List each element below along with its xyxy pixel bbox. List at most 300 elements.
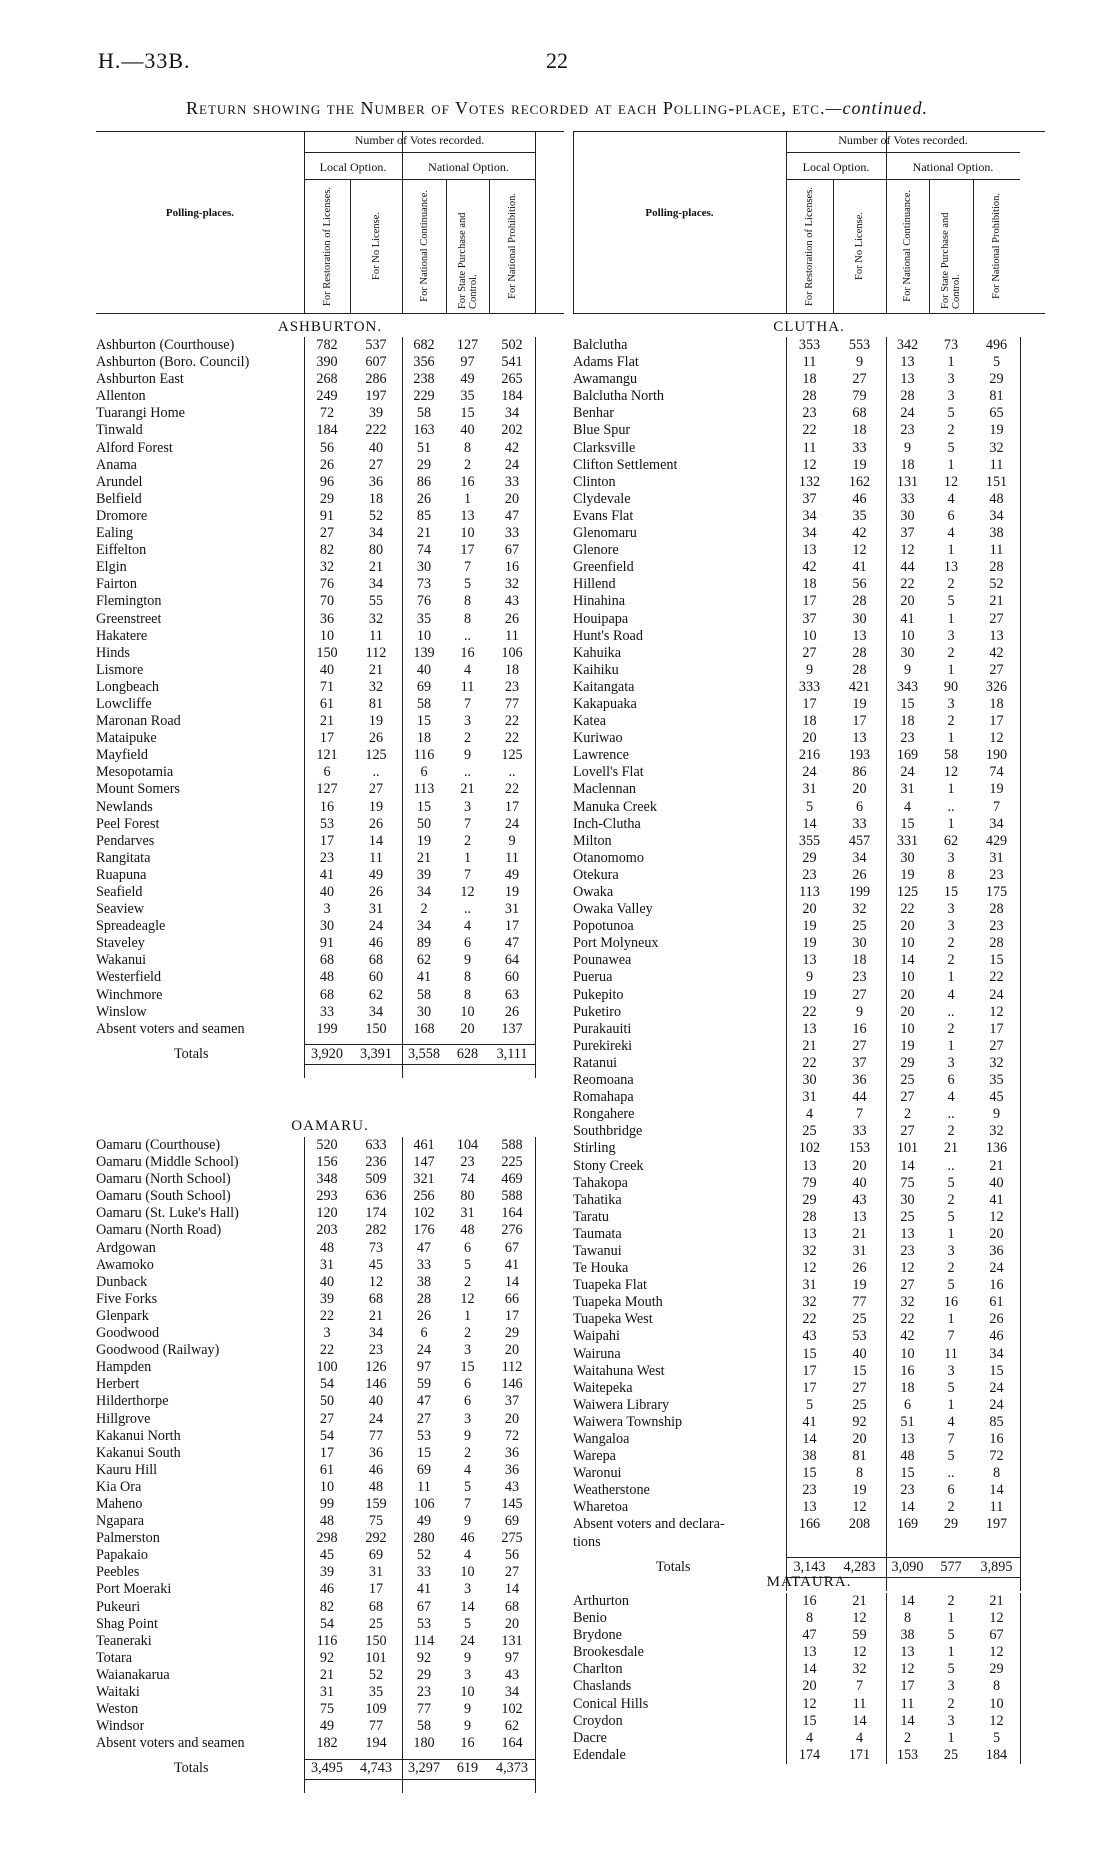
polling-place-name: Stony Creek — [573, 1157, 644, 1174]
vote-count: 62 — [368, 986, 384, 1003]
polling-place-name: Fairton — [96, 576, 137, 593]
vote-count: 28 — [900, 388, 915, 405]
polling-place-name: Hilderthorpe — [96, 1393, 169, 1410]
vote-count: 20 — [852, 781, 867, 798]
vote-count: 53 — [416, 1427, 432, 1444]
vote-count: 12 — [989, 1003, 1004, 1020]
table-row — [96, 1428, 564, 1445]
vote-count: 29 — [416, 1666, 432, 1683]
vote-count: .. — [463, 627, 472, 644]
polling-place-name: Pukepito — [573, 986, 624, 1003]
vote-count: 125 — [501, 747, 523, 764]
vote-count: 168 — [413, 1020, 435, 1037]
vote-count: 7 — [463, 815, 472, 832]
vote-count: 10 — [460, 1003, 475, 1020]
vote-count: 22 — [802, 422, 817, 439]
vote-count: 42 — [852, 525, 867, 542]
vote-count: 40 — [319, 1273, 335, 1290]
vote-count: 56 — [504, 1547, 520, 1564]
vote-count: 18 — [989, 695, 1004, 712]
vote-count: 102 — [413, 1205, 435, 1222]
vote-count: 14 — [900, 1712, 915, 1729]
vote-count: 15 — [460, 1359, 475, 1376]
vote-count: 42 — [802, 559, 817, 576]
polling-place-name: Croydon — [573, 1712, 623, 1729]
vote-count: 21 — [852, 1225, 867, 1242]
polling-place-name: Glenomaru — [573, 525, 637, 542]
vote-count: 19 — [852, 456, 867, 473]
vote-count: 12 — [802, 1260, 817, 1277]
vote-count: 15 — [416, 798, 432, 815]
vote-count: 114 — [413, 1632, 435, 1649]
vote-count: 34 — [504, 405, 520, 422]
vote-count: 15 — [802, 1465, 817, 1482]
vote-count: 12 — [989, 1712, 1004, 1729]
vote-count: 13 — [900, 1431, 915, 1447]
vote-count: 588 — [501, 1188, 523, 1205]
vote-count: 28 — [989, 559, 1004, 576]
vote-count: .. — [463, 764, 472, 781]
vote-count: 4 — [463, 1461, 472, 1478]
table-row — [573, 1627, 1045, 1644]
polling-place-name: Balclutha North — [573, 388, 665, 405]
vote-count: 153 — [848, 1140, 871, 1157]
table-row — [573, 935, 1045, 952]
vote-count: 20 — [802, 1678, 817, 1695]
vote-count: 236 — [365, 1154, 387, 1171]
vote-count: 171 — [848, 1746, 871, 1763]
polling-place-name: Wangaloa — [573, 1431, 630, 1447]
vote-count: 298 — [316, 1530, 338, 1547]
vote-count: 70 — [319, 593, 335, 610]
vote-count: 29 — [319, 490, 335, 507]
vote-count: 27 — [989, 1037, 1004, 1054]
vote-count: 67 — [416, 1598, 432, 1615]
table-row — [573, 1465, 1045, 1482]
vote-count: 12 — [989, 730, 1004, 747]
vote-count: 3 — [947, 1712, 955, 1729]
polling-place-name: Kahuika — [573, 644, 622, 661]
vote-count: 31 — [368, 1564, 384, 1581]
vote-count: 12 — [852, 542, 867, 559]
vote-count: 58 — [943, 747, 959, 764]
vote-count: 33 — [504, 525, 520, 542]
vote-count: 4,373 — [496, 1760, 528, 1777]
vote-count: 15 — [416, 1444, 432, 1461]
vote-count: 39 — [416, 866, 432, 883]
vote-count: 58 — [416, 405, 432, 422]
polling-place-name: Clydevale — [573, 490, 631, 507]
polling-place-name: Puketiro — [573, 1003, 622, 1020]
vote-count: 56 — [852, 576, 867, 593]
vote-count: 12 — [943, 764, 959, 781]
vote-count: 17 — [504, 918, 520, 935]
table-row — [573, 1072, 1045, 1089]
vote-count: 23 — [460, 1154, 475, 1171]
vote-count: 4,283 — [843, 1558, 876, 1575]
vote-count: 20 — [504, 1410, 520, 1427]
right-panel — [573, 131, 1045, 1841]
vote-count: 12 — [852, 1499, 867, 1516]
vote-count: 120 — [316, 1205, 338, 1222]
vote-count: 15 — [989, 1362, 1004, 1379]
vote-count: 180 — [413, 1735, 435, 1752]
vote-count: 26 — [989, 1311, 1004, 1328]
vote-count: 27 — [989, 661, 1004, 678]
vote-count: 132 — [798, 473, 821, 490]
vote-count: 12 — [802, 456, 817, 473]
vote-count: 5 — [947, 1174, 955, 1191]
col-no-license-heading: For No License. — [854, 212, 865, 280]
vote-count: 42 — [989, 644, 1004, 661]
vote-count: 23 — [802, 1482, 817, 1499]
vote-count: 55 — [368, 593, 384, 610]
vote-count: 121 — [316, 747, 338, 764]
vote-count: 13 — [802, 1499, 817, 1516]
vote-count: 13 — [943, 559, 959, 576]
vote-count: 32 — [802, 1294, 817, 1311]
vote-count: 90 — [943, 678, 959, 695]
vote-count: 32 — [319, 559, 335, 576]
vote-count: 35 — [368, 1684, 384, 1700]
col-restoration-heading: For Restoration of Licenses. — [321, 186, 333, 306]
vote-count: 67 — [989, 1627, 1004, 1644]
vote-count: 33 — [416, 1564, 432, 1581]
polling-place-name: Port Molyneux — [573, 935, 659, 952]
polling-place-name: Brookesdale — [573, 1644, 644, 1661]
polling-place-name: Ealing — [96, 525, 134, 542]
vote-count: 31 — [802, 1089, 817, 1106]
vote-count: 29 — [900, 1054, 915, 1071]
column-divider — [535, 131, 536, 313]
vote-count: 229 — [413, 388, 435, 405]
vote-count: 541 — [501, 354, 523, 371]
polling-place-name: Waronui — [573, 1465, 622, 1482]
vote-count: 36 — [504, 1444, 520, 1461]
vote-count: 21 — [368, 661, 384, 678]
vote-count: 32 — [989, 1123, 1004, 1140]
vote-count: 5 — [947, 439, 955, 456]
vote-count: 162 — [848, 473, 871, 490]
vote-count: 8 — [903, 1610, 912, 1627]
vote-count: 18 — [802, 713, 817, 730]
vote-count: 35 — [460, 388, 475, 405]
table-row — [96, 730, 564, 747]
vote-count: 199 — [848, 884, 871, 900]
table-row — [573, 747, 1045, 764]
table-row — [573, 542, 1045, 559]
vote-count: 23 — [900, 1482, 915, 1499]
table-row — [573, 833, 1045, 850]
section-oamaru — [96, 1137, 564, 1777]
vote-count: 7 — [463, 866, 472, 883]
vote-count: 97 — [416, 1359, 432, 1376]
table-row — [96, 1171, 564, 1188]
section-clutha — [573, 337, 1045, 1576]
vote-count: 145 — [501, 1495, 523, 1512]
polling-place-name: Herbert — [96, 1376, 140, 1393]
vote-count: 16 — [460, 473, 475, 490]
vote-count: 33 — [416, 1256, 432, 1273]
vote-count: 11 — [989, 1499, 1004, 1516]
vote-count: 50 — [319, 1393, 335, 1410]
vote-count: 1 — [947, 781, 955, 798]
vote-count: 11 — [417, 1478, 431, 1495]
vote-count: 17 — [802, 1362, 817, 1379]
polling-place-name: Oamaru (St. Luke's Hall) — [96, 1205, 239, 1222]
vote-count: 79 — [802, 1174, 817, 1191]
vote-count: 197 — [985, 1516, 1008, 1533]
vote-count: 208 — [848, 1516, 871, 1533]
vote-count: 40 — [368, 1393, 384, 1410]
vote-count: 64 — [504, 952, 520, 969]
vote-count: 74 — [989, 764, 1004, 781]
polling-place-name: Lowcliffe — [96, 695, 152, 712]
polling-place-name: Oamaru (North School) — [96, 1171, 231, 1188]
polling-place-name: Pounawea — [573, 952, 632, 969]
vote-count: 256 — [413, 1188, 435, 1205]
table-row — [96, 901, 564, 918]
vote-count: 6 — [947, 1072, 955, 1089]
polling-place-name: Wairuna — [573, 1345, 621, 1362]
vote-count: 21 — [319, 1666, 335, 1683]
vote-count: 11 — [460, 678, 475, 695]
vote-count: 23 — [900, 730, 915, 747]
vote-count: 77 — [368, 1427, 384, 1444]
vote-count: 13 — [802, 1020, 817, 1037]
vote-count: 1 — [947, 969, 955, 986]
vote-count: 5 — [947, 405, 955, 422]
table-row — [573, 645, 1045, 662]
table-row — [573, 593, 1045, 610]
vote-count: 2 — [947, 1191, 955, 1208]
vote-count: 20 — [900, 1003, 915, 1020]
table-row — [96, 1633, 564, 1650]
vote-count: 169 — [896, 747, 919, 764]
totals-label: Totals — [174, 1045, 209, 1062]
vote-count: 17 — [368, 1581, 384, 1598]
vote-count: 72 — [504, 1427, 520, 1444]
vote-count: 25 — [900, 1072, 915, 1089]
vote-count: 68 — [319, 986, 335, 1003]
vote-count: 125 — [365, 747, 387, 764]
vote-count: 1 — [947, 354, 955, 371]
vote-count: 2 — [947, 952, 955, 969]
vote-count: 13 — [989, 627, 1004, 644]
vote-count: 52 — [989, 576, 1004, 593]
polling-place-name: Goodwood — [96, 1325, 160, 1342]
vote-count: 30 — [852, 610, 867, 627]
vote-count: 60 — [368, 969, 384, 986]
table-row — [573, 1397, 1045, 1414]
vote-count: 27 — [989, 610, 1004, 627]
vote-count: 59 — [416, 1376, 432, 1393]
vote-count: 14 — [900, 952, 915, 969]
vote-count: 509 — [365, 1171, 387, 1188]
vote-count: 30 — [900, 507, 915, 524]
vote-count: 7 — [463, 695, 472, 712]
vote-count: 17 — [319, 730, 335, 747]
polling-place-name: Clarksville — [573, 439, 636, 456]
polling-place-name: Wakanui — [96, 952, 147, 969]
table-row — [96, 1240, 564, 1257]
vote-count: 9 — [463, 747, 472, 764]
vote-count: 27 — [852, 1379, 867, 1396]
vote-count: 35 — [416, 610, 432, 627]
table-row — [573, 1499, 1045, 1516]
totals-rule — [304, 1759, 535, 1760]
table-row — [573, 918, 1045, 935]
vote-count: 2 — [947, 1499, 955, 1516]
vote-count: 31 — [319, 1256, 335, 1273]
local-option-heading: Local Option. — [802, 160, 870, 174]
vote-count: 82 — [319, 1598, 335, 1615]
polling-place-name: Greenfield — [573, 559, 634, 576]
vote-count: 32 — [989, 1054, 1004, 1071]
vote-count: 150 — [365, 1020, 387, 1037]
table-row — [96, 1411, 564, 1428]
table-row — [573, 1294, 1045, 1311]
vote-count: 11 — [802, 439, 817, 456]
vote-count: 18 — [900, 713, 915, 730]
vote-count: 30 — [802, 1072, 817, 1089]
vote-count: 1 — [947, 1396, 955, 1413]
vote-count: 9 — [805, 969, 814, 986]
polling-place-name: Arundel — [96, 473, 143, 490]
vote-count: 7 — [947, 1328, 955, 1345]
table-row — [573, 901, 1045, 918]
vote-count: 4 — [805, 1106, 814, 1123]
vote-count: 47 — [416, 1239, 432, 1256]
vote-count: 47 — [802, 1627, 817, 1644]
vote-count: 502 — [501, 337, 523, 353]
vote-count: 29 — [416, 456, 432, 473]
vote-count: 37 — [802, 490, 817, 507]
col-prohibition-heading: For National Prohibition. — [506, 193, 518, 299]
vote-count: 41 — [416, 1581, 432, 1598]
vote-count: .. — [508, 764, 516, 781]
vote-count: 127 — [456, 337, 479, 353]
vote-count: 12 — [852, 1610, 867, 1627]
table-row — [573, 1089, 1045, 1106]
vote-count: 3,111 — [496, 1045, 528, 1062]
vote-count: 222 — [365, 422, 387, 439]
vote-count: 91 — [319, 507, 335, 524]
polling-place-name: Lovell's Flat — [573, 764, 644, 781]
vote-count: 461 — [413, 1137, 435, 1153]
vote-count: 5 — [463, 576, 472, 593]
vote-count: 4 — [855, 1729, 864, 1746]
polling-place-name: Southbridge — [573, 1123, 643, 1140]
vote-count: 68 — [504, 1598, 520, 1615]
vote-count: 47 — [504, 935, 520, 952]
vote-count: 19 — [416, 832, 432, 849]
table-row — [96, 1257, 564, 1274]
vote-count: 29 — [989, 371, 1004, 388]
table-row — [96, 405, 564, 422]
vote-count: 40 — [460, 422, 475, 439]
vote-count: 280 — [413, 1530, 435, 1547]
top-rule — [96, 131, 564, 132]
vote-count: 73 — [368, 1239, 384, 1256]
vote-count: 5 — [947, 1208, 955, 1225]
vote-count: 4 — [463, 918, 472, 935]
vote-count: 174 — [798, 1746, 821, 1763]
vote-count: 42 — [900, 1328, 915, 1345]
vote-count: 38 — [900, 1627, 915, 1644]
table-row — [573, 337, 1045, 354]
vote-count: 31 — [802, 1277, 817, 1294]
table-row — [573, 474, 1045, 491]
table-row — [96, 884, 564, 901]
vote-count: 14 — [852, 1712, 867, 1729]
vote-count: 23 — [900, 1242, 915, 1259]
vote-count: 20 — [852, 1431, 867, 1447]
vote-count: 63 — [504, 986, 520, 1003]
vote-count: 18 — [802, 576, 817, 593]
column-divider — [786, 1593, 787, 1764]
polling-place-name: Winchmore — [96, 986, 163, 1003]
vote-count: 2 — [947, 1020, 955, 1037]
vote-count: 29 — [504, 1325, 520, 1342]
vote-count: 23 — [989, 866, 1004, 883]
table-row — [573, 1328, 1045, 1345]
vote-count: 10 — [900, 1020, 915, 1037]
vote-count: 43 — [852, 1191, 867, 1208]
vote-count: 92 — [852, 1413, 867, 1430]
vote-count: 20 — [900, 593, 915, 610]
vote-count: 21 — [368, 559, 384, 576]
header-bottom-rule — [573, 313, 1045, 314]
vote-count: 23 — [989, 918, 1004, 935]
vote-count: 27 — [416, 1410, 432, 1427]
vote-count: 34 — [368, 576, 384, 593]
table-row — [573, 952, 1045, 969]
polling-place-name: Puerua — [573, 969, 613, 986]
vote-count: 68 — [368, 1598, 384, 1615]
polling-place-name: Rangitata — [96, 849, 151, 866]
table-row — [573, 1243, 1045, 1260]
vote-count: 16 — [460, 1735, 475, 1752]
polling-place-name: Owaka Valley — [573, 901, 653, 918]
polling-place-name: Hillend — [573, 576, 616, 593]
column-divider — [786, 337, 787, 1591]
table-row — [96, 1205, 564, 1222]
vote-count: 30 — [900, 644, 915, 661]
vote-count: 9 — [508, 832, 516, 849]
vote-count: 46 — [989, 1328, 1004, 1345]
vote-count: 10 — [319, 627, 335, 644]
vote-count: 10 — [416, 627, 432, 644]
table-row — [573, 781, 1045, 798]
vote-count: 41 — [802, 1413, 817, 1430]
vote-count: 3,920 — [311, 1045, 343, 1062]
vote-count: 37 — [900, 525, 915, 542]
polling-place-name: Inch-Clutha — [573, 815, 641, 832]
vote-count: 32 — [504, 576, 520, 593]
vote-count: 469 — [501, 1171, 523, 1188]
column-divider — [886, 337, 887, 1591]
col-no-license-heading: For No License. — [370, 212, 382, 280]
vote-count: 60 — [504, 969, 520, 986]
vote-count: 41 — [900, 610, 915, 627]
vote-count: 1 — [947, 815, 955, 832]
polling-place-name: Purakauiti — [573, 1020, 632, 1037]
vote-count: 104 — [456, 1137, 479, 1153]
group-rule — [304, 152, 535, 153]
vote-count: 13 — [802, 952, 817, 969]
vote-count: 46 — [368, 935, 384, 952]
